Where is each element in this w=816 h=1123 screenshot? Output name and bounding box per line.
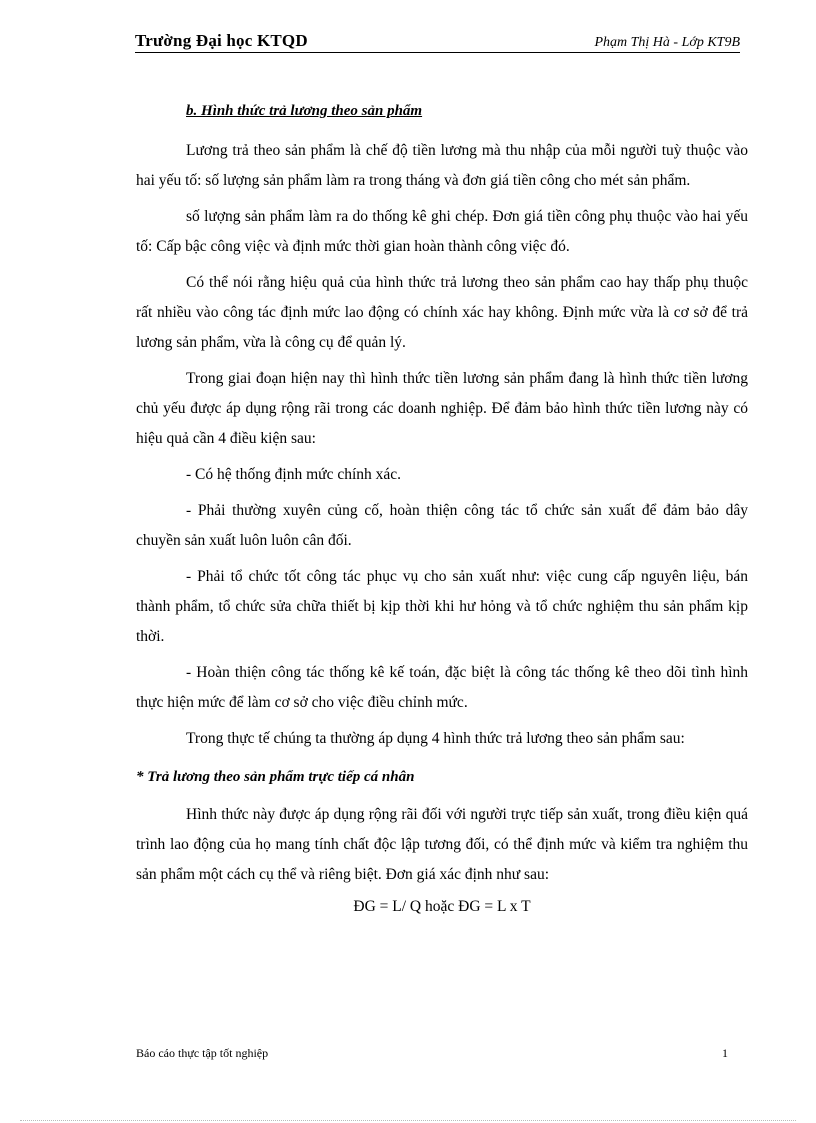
sub-section-title: * Trả lương theo sản phẩm trực tiếp cá nhân — [136, 769, 415, 785]
page-divider — [20, 1120, 796, 1121]
list-item: - Hoàn thiện công tác thống kê kế toán, đặc biệt là công tác thống kê theo dõi tình hình thực hiện mức để làm cơ sở cho việc điều chỉnh mức. — [136, 664, 748, 711]
section-title: b. Hình thức trả lương theo sản phẩm — [186, 103, 423, 119]
header-university: Trường Đại học KTQD — [135, 31, 308, 50]
paragraph: số lượng sản phẩm làm ra do thống kê ghi chép. Đơn giá tiền công phụ thuộc vào hai yếu tố: Cấp bậc công việc và định mức thời gian hoàn thành công việc đó. — [136, 208, 748, 255]
list-item: - Phải thường xuyên củng cố, hoàn thiện công tác tổ chức sản xuất để đảm bảo dây chuyền sản xuất luôn luôn cân đối. — [136, 502, 748, 549]
paragraph: Có thể nói rằng hiệu quả của hình thức trả lương theo sản phẩm cao hay thấp phụ thuộc rất nhiều vào công tác định mức lao động có chính xác hay không. Định mức vừa là cơ sở để trả lương sản phẩm, vừa là công cụ để quản lý. — [136, 274, 748, 351]
list-item: - Phải tổ chức tốt công tác phục vụ cho sản xuất như: việc cung cấp nguyên liệu, bán thành phẩm, tổ chức sửa chữa thiết bị kịp thời khi hư hỏng và tổ chức nghiệm thu sản phẩm kịp thời. — [136, 568, 748, 645]
page-number: 1 — [722, 1046, 728, 1060]
list-item: - Có hệ thống định mức chính xác. — [186, 466, 402, 483]
page-content — [136, 98, 748, 922]
paragraph: Trong giai đoạn hiện nay thì hình thức tiền lương sản phẩm đang là hình thức tiền lương chủ yếu được áp dụng rộng rãi trong các doanh nghiệp. Để đảm bảo hình thức tiền lương này có hiệu quả cần 4 điều kiện sau: — [136, 370, 748, 447]
formula: ĐG = L/ Q hoặc ĐG = L x T — [353, 898, 531, 915]
paragraph: Trong thực tế chúng ta thường áp dụng 4 hình thức trả lương theo sản phẩm sau: — [186, 730, 685, 747]
footer-report-title: Báo cáo thực tập tốt nghiệp — [136, 1046, 269, 1060]
paragraph: Hình thức này được áp dụng rộng rãi đối với người trực tiếp sản xuất, trong điều kiện quá trình lao động của họ mang tính chất độc lập tương đối, có thể định mức và kiểm tra nghiệm thu sản phẩm một cách cụ thể và riêng biệt. Đơn giá xác định như sau: — [136, 806, 748, 883]
paragraph: Lương trả theo sản phẩm là chế độ tiền lương mà thu nhập của mỗi người tuỳ thuộc vào hai yếu tố: số lượng sản phẩm làm ra trong tháng và đơn giá tiền công cho mét sản phẩm. — [136, 142, 748, 189]
page-header — [135, 30, 740, 53]
header-author: Phạm Thị Hà - Lớp KT9B — [594, 35, 740, 50]
